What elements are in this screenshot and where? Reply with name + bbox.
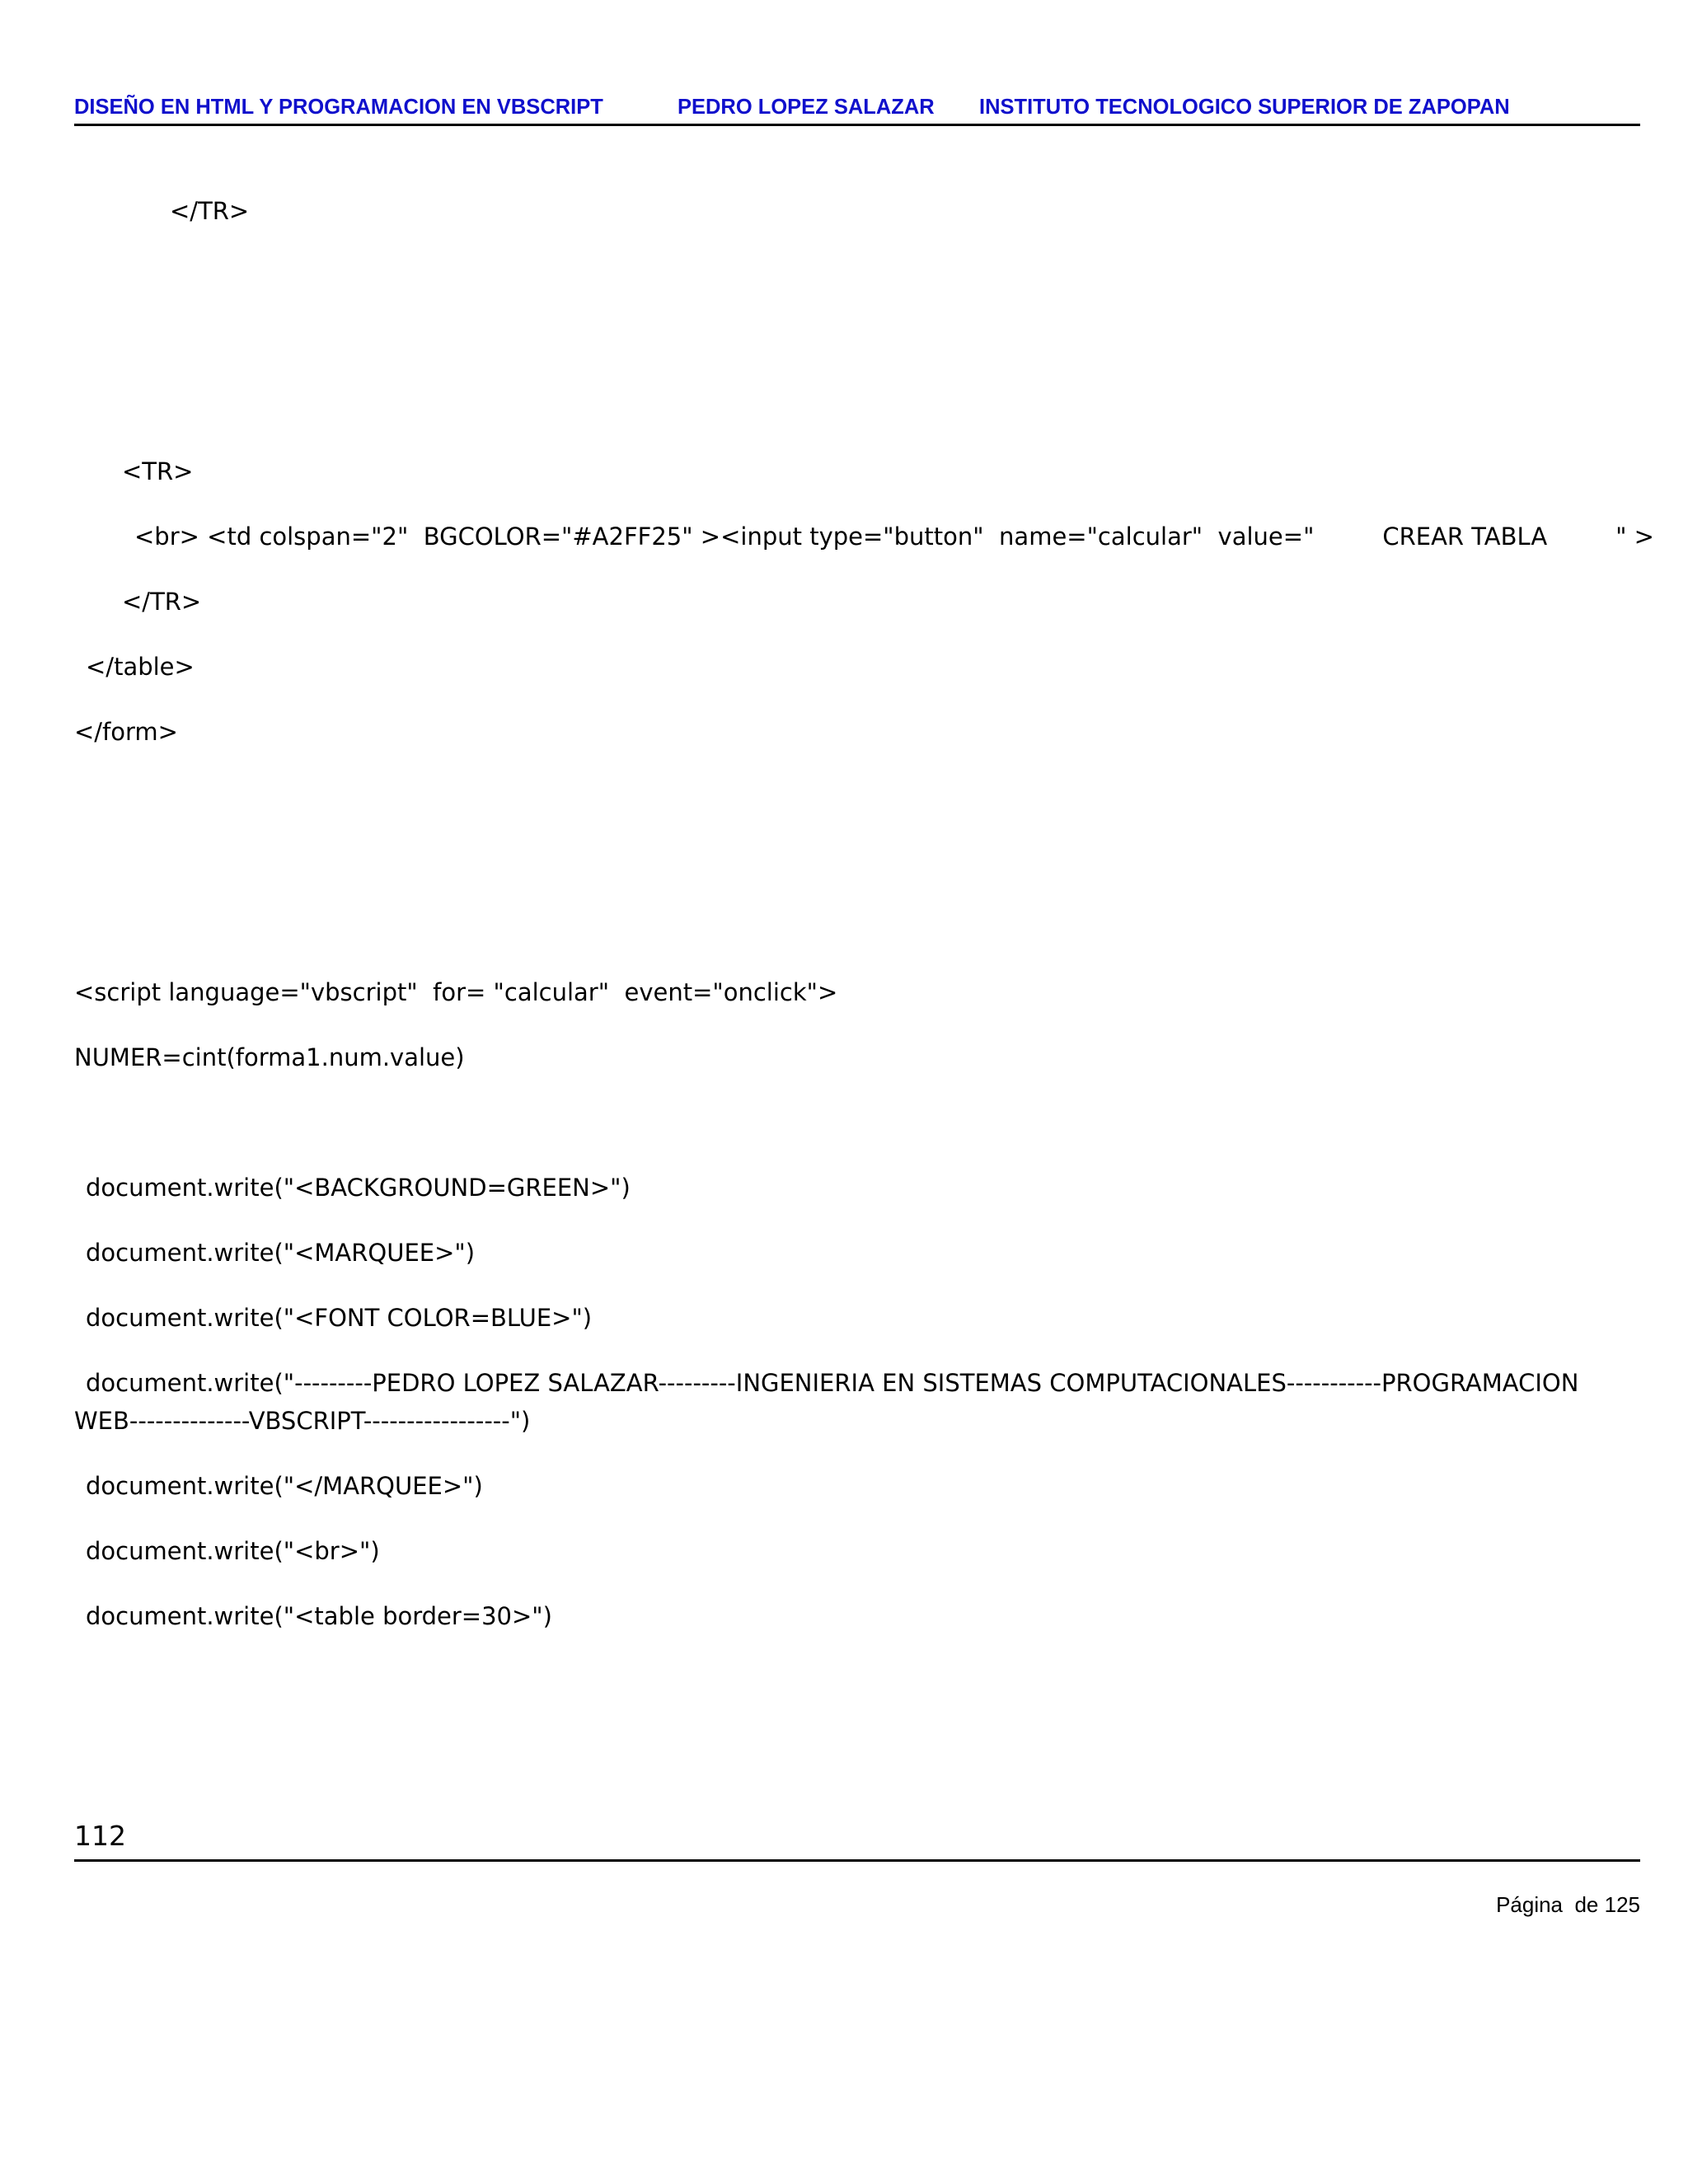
header-author: PEDRO LOPEZ SALAZAR xyxy=(678,96,935,119)
code-line: document.write("<table border=30>") xyxy=(86,1602,552,1630)
code-line: document.write("<BACKGROUND=GREEN>") xyxy=(86,1174,631,1202)
page-footer-label: Página de 125 xyxy=(1496,1892,1640,1917)
code-line: document.write("<FONT COLOR=BLUE>") xyxy=(86,1304,593,1332)
code-line: document.write("<br>") xyxy=(86,1537,380,1565)
code-line: </TR> xyxy=(170,197,250,225)
code-line: <TR> xyxy=(122,457,194,485)
code-line: NUMER=cint(forma1.num.value) xyxy=(74,1043,465,1071)
header-divider xyxy=(74,124,1640,126)
code-line: <script language="vbscript" for= "calcular" event="onclick"> xyxy=(74,978,838,1006)
code-line: </form> xyxy=(74,718,178,746)
code-line: document.write("<MARQUEE>") xyxy=(86,1239,476,1267)
code-line: </table> xyxy=(86,653,195,681)
header-institute: INSTITUTO TECNOLOGICO SUPERIOR DE ZAPOPAN xyxy=(979,96,1510,119)
page-number: 112 xyxy=(74,1820,126,1852)
header-course-title: DISEÑO EN HTML Y PROGRAMACION EN VBSCRIPT xyxy=(74,96,603,119)
code-line: </TR> xyxy=(122,588,202,616)
footer-divider xyxy=(74,1859,1640,1862)
code-line: <br> <td colspan="2" BGCOLOR="#A2FF25" ><input type="button" name="calcular" value=" CREAR TABLA " > xyxy=(134,523,1654,551)
code-line: document.write("---------PEDRO LOPEZ SALAZAR---------INGENIERIA EN SISTEMAS COMPUTACIONALES-----------PROGRAMACION WEB--------------VBSCRIPT-----------------") xyxy=(74,1369,1579,1435)
running-header xyxy=(74,96,1640,125)
code-line: document.write("</MARQUEE>") xyxy=(86,1472,483,1500)
